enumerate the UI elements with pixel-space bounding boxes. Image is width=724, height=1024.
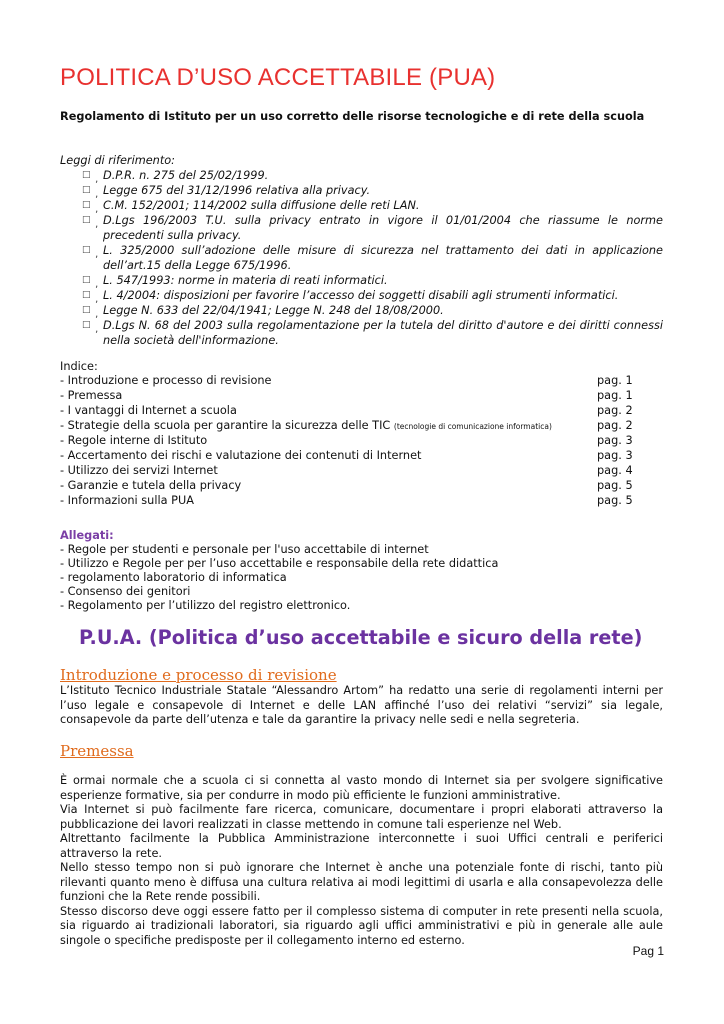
list-item: - Regolamento per l’utilizzo del registro elettronico. [60,599,351,612]
paragraph: Via Internet si può facilmente fare ricerca, comunicare, documentare i propri elaborati attraverso la pubblicazione dei lavori realizzati in classe mettendo in comune tali esperienze nel Web. [60,803,663,831]
tick-icon: ‚ [95,279,99,290]
page-number: Pag 1 [632,944,664,958]
tick-icon: ‚ [95,219,99,230]
bullet-icon: □ [82,245,91,255]
bullet-icon: □ [82,215,91,225]
index-row: - Utilizzo dei servizi Internet pag. 4 [60,464,635,479]
list-item: - Utilizzo e Regole per per l’uso accettabile e responsabile della rete didattica [60,557,499,570]
list-item: - Consenso dei genitori [60,585,191,598]
document-subtitle: Regolamento di Istituto per un uso corretto delle risorse tecnologiche e di rete della scuola [60,110,645,123]
intro-section [60,666,663,728]
attachments-section [60,529,663,613]
index-page: pag. 5 [597,479,633,492]
index-page: pag. 1 [597,389,633,402]
index-row: - Informazioni sulla PUA pag. 5 [60,494,635,509]
laws-section [60,153,663,348]
index-row: - Garanzie e tutela della privacy pag. 5 [60,479,635,494]
tick-icon: ‚ [95,294,99,305]
bullet-icon: □ [82,275,91,285]
tick-icon: ‚ [95,249,99,260]
index-page: pag. 5 [597,494,633,507]
list-item: □ ‚ Legge 675 del 31/12/1996 relativa alla privacy. [82,184,371,200]
premessa-section [60,742,663,948]
document-title: POLITICA D’USO ACCETTABILE (PUA) [60,64,496,91]
bullet-icon: □ [82,290,91,300]
intro-text: L’Istituto Tecnico Industriale Statale “Alessandro Artom” ha redatto una serie di regolamenti interni per l’uso legale e consapevole di Internet e delle LAN affinché l’uso dei relativi “servizi” sia legale, consapevole da parte dell’utenza e tale da garantire la privacy nelle sedi e nella segreteria. [60,684,663,726]
index-row: - Premessa pag. 1 [60,389,635,404]
index-row: - Accertamento dei rischi e valutazione dei contenuti di Internet pag. 3 [60,449,635,464]
list-item: □ ‚ Legge N. 633 del 22/04/1941; Legge N. 248 del 18/08/2000. [82,304,444,320]
list-item: □ ‚ D.Lgs 196/2003 T.U. sulla privacy entrato in vigore il 01/01/2004 che riassume le norme precedenti sulla privacy. [82,214,663,242]
index-page: pag. 3 [597,434,633,447]
index-page: pag. 4 [597,464,633,477]
list-item: □ ‚ D.P.R. n. 275 del 25/02/1999. [82,169,269,185]
list-item: □ ‚ L. 4/2004: disposizioni per favorire l’accesso dei soggetti disabili agli strumenti informatici. [82,289,619,305]
list-item: □ ‚ L. 547/1993: norme in materia di reati informatici. [82,274,388,290]
paragraph: È ormai normale che a scuola ci si connetta al vasto mondo di Internet sia per svolgere significative esperienze formative, sia per condurre in modo più efficiente le funzioni amministrative. [60,774,663,802]
pua-heading: P.U.A. (Politica d’uso accettabile e sicuro della rete) [79,626,643,649]
tick-icon: ‚ [95,174,99,185]
tick-icon: ‚ [95,189,99,200]
bullet-icon: □ [82,320,91,330]
index-row: - Introduzione e processo di revisione pag. 1 [60,374,635,389]
bullet-icon: □ [82,200,91,210]
list-item: □ ‚ L. 325/2000 sull’adozione delle misure di sicurezza nel trattamento dei dati in applicazione dell’art.15 della Legge 675/1996. [82,244,663,272]
index-row: - Strategie della scuola per garantire la sicurezza delle TIC (tecnologie di comunicazione informatica) pag. 2 [60,419,635,434]
paragraph: Nello stesso tempo non si può ignorare che Internet è anche una potenziale fonte di rischi, tanto più rilevanti quanto meno è diffusa una cultura relativa ai modi legittimi di usarla e alla consapevolezza delle funzioni che la Rete rende possibili. [60,861,663,903]
laws-list [60,168,663,348]
index-row: - Regole interne di Istituto pag. 3 [60,434,635,449]
list-item: - regolamento laboratorio di informatica [60,571,287,584]
attachments-heading: Allegati: [60,529,114,542]
attachments-list [60,543,663,613]
premessa-heading: Premessa [60,742,134,760]
bullet-icon: □ [82,170,91,180]
index-row: - I vantaggi di Internet a scuola pag. 2 [60,404,635,419]
paragraph: Altrettanto facilmente la Pubblica Amministrazione interconnette i suoi Uffici centrali e periferici attraverso la rete. [60,832,663,860]
bullet-icon: □ [82,305,91,315]
tick-icon: ‚ [95,324,99,335]
index-page: pag. 1 [597,374,633,387]
index-page: pag. 2 [597,419,633,432]
tick-icon: ‚ [95,309,99,320]
index-page: pag. 3 [597,449,633,462]
bullet-icon: □ [82,185,91,195]
list-item: - Regole per studenti e personale per l'uso accettabile di internet [60,543,429,556]
tick-icon: ‚ [95,204,99,215]
index-section [60,360,635,509]
list-item: □ ‚ D.Lgs N. 68 del 2003 sulla regolamentazione per la tutela del diritto d'autore e dei diritti connessi nella società dell'informazione. [82,319,663,347]
index-page: pag. 2 [597,404,633,417]
intro-heading: Introduzione e processo di revisione [60,666,337,684]
laws-heading: Leggi di riferimento: [60,154,175,167]
index-heading: Indice: [60,360,98,373]
paragraph: Stesso discorso deve oggi essere fatto per il complesso sistema di computer in rete presenti nella scuola, sia riguardo ai tradizionali laboratori, sia riguardo agli uffici amministrativi e più in generale alle aule singole o specifiche predisposte per il collegamento interno ed esterno. [60,904,663,947]
list-item: □ ‚ C.M. 152/2001; 114/2002 sulla diffusione delle reti LAN. [82,199,420,215]
